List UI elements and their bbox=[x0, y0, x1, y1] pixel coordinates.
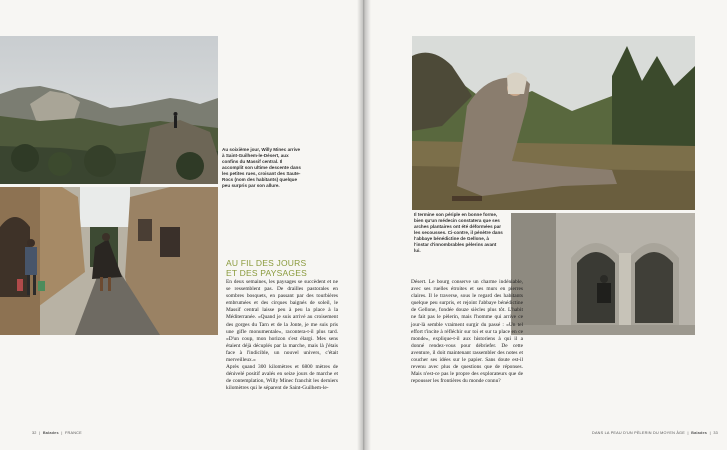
left-page bbox=[0, 0, 363, 450]
photo-mountain-hiker bbox=[0, 36, 218, 184]
photo-abbey-window bbox=[511, 213, 695, 335]
left-footer: 32 | Balades | FRANCE bbox=[32, 431, 82, 435]
photo-village-street bbox=[0, 187, 218, 335]
right-footer-title: DANS LA PEAU D'UN PÈLERIN DU MOYEN ÂGE bbox=[592, 431, 685, 435]
photo-pilgrim-resting bbox=[412, 36, 695, 210]
left-photo-caption: Au soixième jour, Willy Minec arrive à Saint-Guilhem-le-Désert, aux confins du Massif central. Il accomplit son ultime descente dans les petites rues, croisant des Saute-Rocs (nom des habitants) quelque peu surpris par son allure. bbox=[222, 147, 301, 188]
right-photo-caption: Il termine son périple en bonne forme, bien qu'un médecin constatera que ses arches plantaires ont été déformées par les secousses. Ci-contre, il pénètre dans l'abbaye bénédictine de Gellone, à l'instar d'innombrables pèlerins avant lui. bbox=[414, 212, 503, 253]
left-footer-magazine: Balades bbox=[42, 431, 59, 435]
book-gutter bbox=[357, 0, 371, 450]
right-footer-magazine: Balades bbox=[691, 431, 708, 435]
section-heading bbox=[226, 258, 346, 278]
left-body-column: En deux semaines, les paysages se succèdent et ne se ressemblent pas. De drailles pastorales en sombres bosquets, en passant par des tourbières embrumées et des cirques baignés de soleil, le Massif central laisse peu à peu la place à la Méditerranée. «Quand je suis arrivé au croisement des gorges du Tarn et de la Jonte, je me suis pris une gifle monumentale», racontera-t-il plus tard. «D'un coup, mon horizon s'est élargi. Mes sens étaient déjà décuplés par la marche, mais là j'étais face à l'indicible, un nouvel univers, c'était merveilleux.» Après quand 300 kilomètres et 6800 mètres de dénivelé positif avalés en seize jours de marche et de contemplation, Willy Minec franchit les derniers kilomètres qui le séparent de Saint-Guilhem-le- bbox=[226, 279, 338, 392]
right-page-number: 33 bbox=[713, 431, 718, 435]
section-heading-line-2: ET DES PAYSAGES bbox=[226, 268, 307, 278]
left-footer-section: FRANCE bbox=[65, 431, 82, 435]
section-heading-line-1: AU FIL DES JOURS bbox=[226, 258, 307, 268]
left-page-number: 32 bbox=[32, 431, 37, 435]
right-body-column: Désert. Le bourg conserve un charme indéniable, avec ses ruelles étroites et ses murs en pierres claires. Il le traverse, sous le regard des habitants quelque peu surpris, et rejoint l'abbaye bénédictine de Gellone, fondée douze siècles plus tôt. L'habit ne fait pas le pèlerin, mais l'homme qui arrive ce jour-là semble vraiment surgir du passé : «Un tel effort t'incite à réfléchir sur toi et sur ta place en ce monde», explique-t-il aux historiens à qui il a donné rendez-vous pour débriefer. De cette aventure, il doit maintenant rassembler des notes et coucher ses idées sur le papier. Sans doute est-il revenu avec plus de questions que de réponses. Mais n'est-ce pas le propre des explorateurs que de repousser les frontières du monde connu? bbox=[411, 279, 523, 385]
right-page bbox=[364, 0, 727, 450]
right-footer: DANS LA PEAU D'UN PÈLERIN DU MOYEN ÂGE | Balades | 33 bbox=[592, 431, 718, 435]
